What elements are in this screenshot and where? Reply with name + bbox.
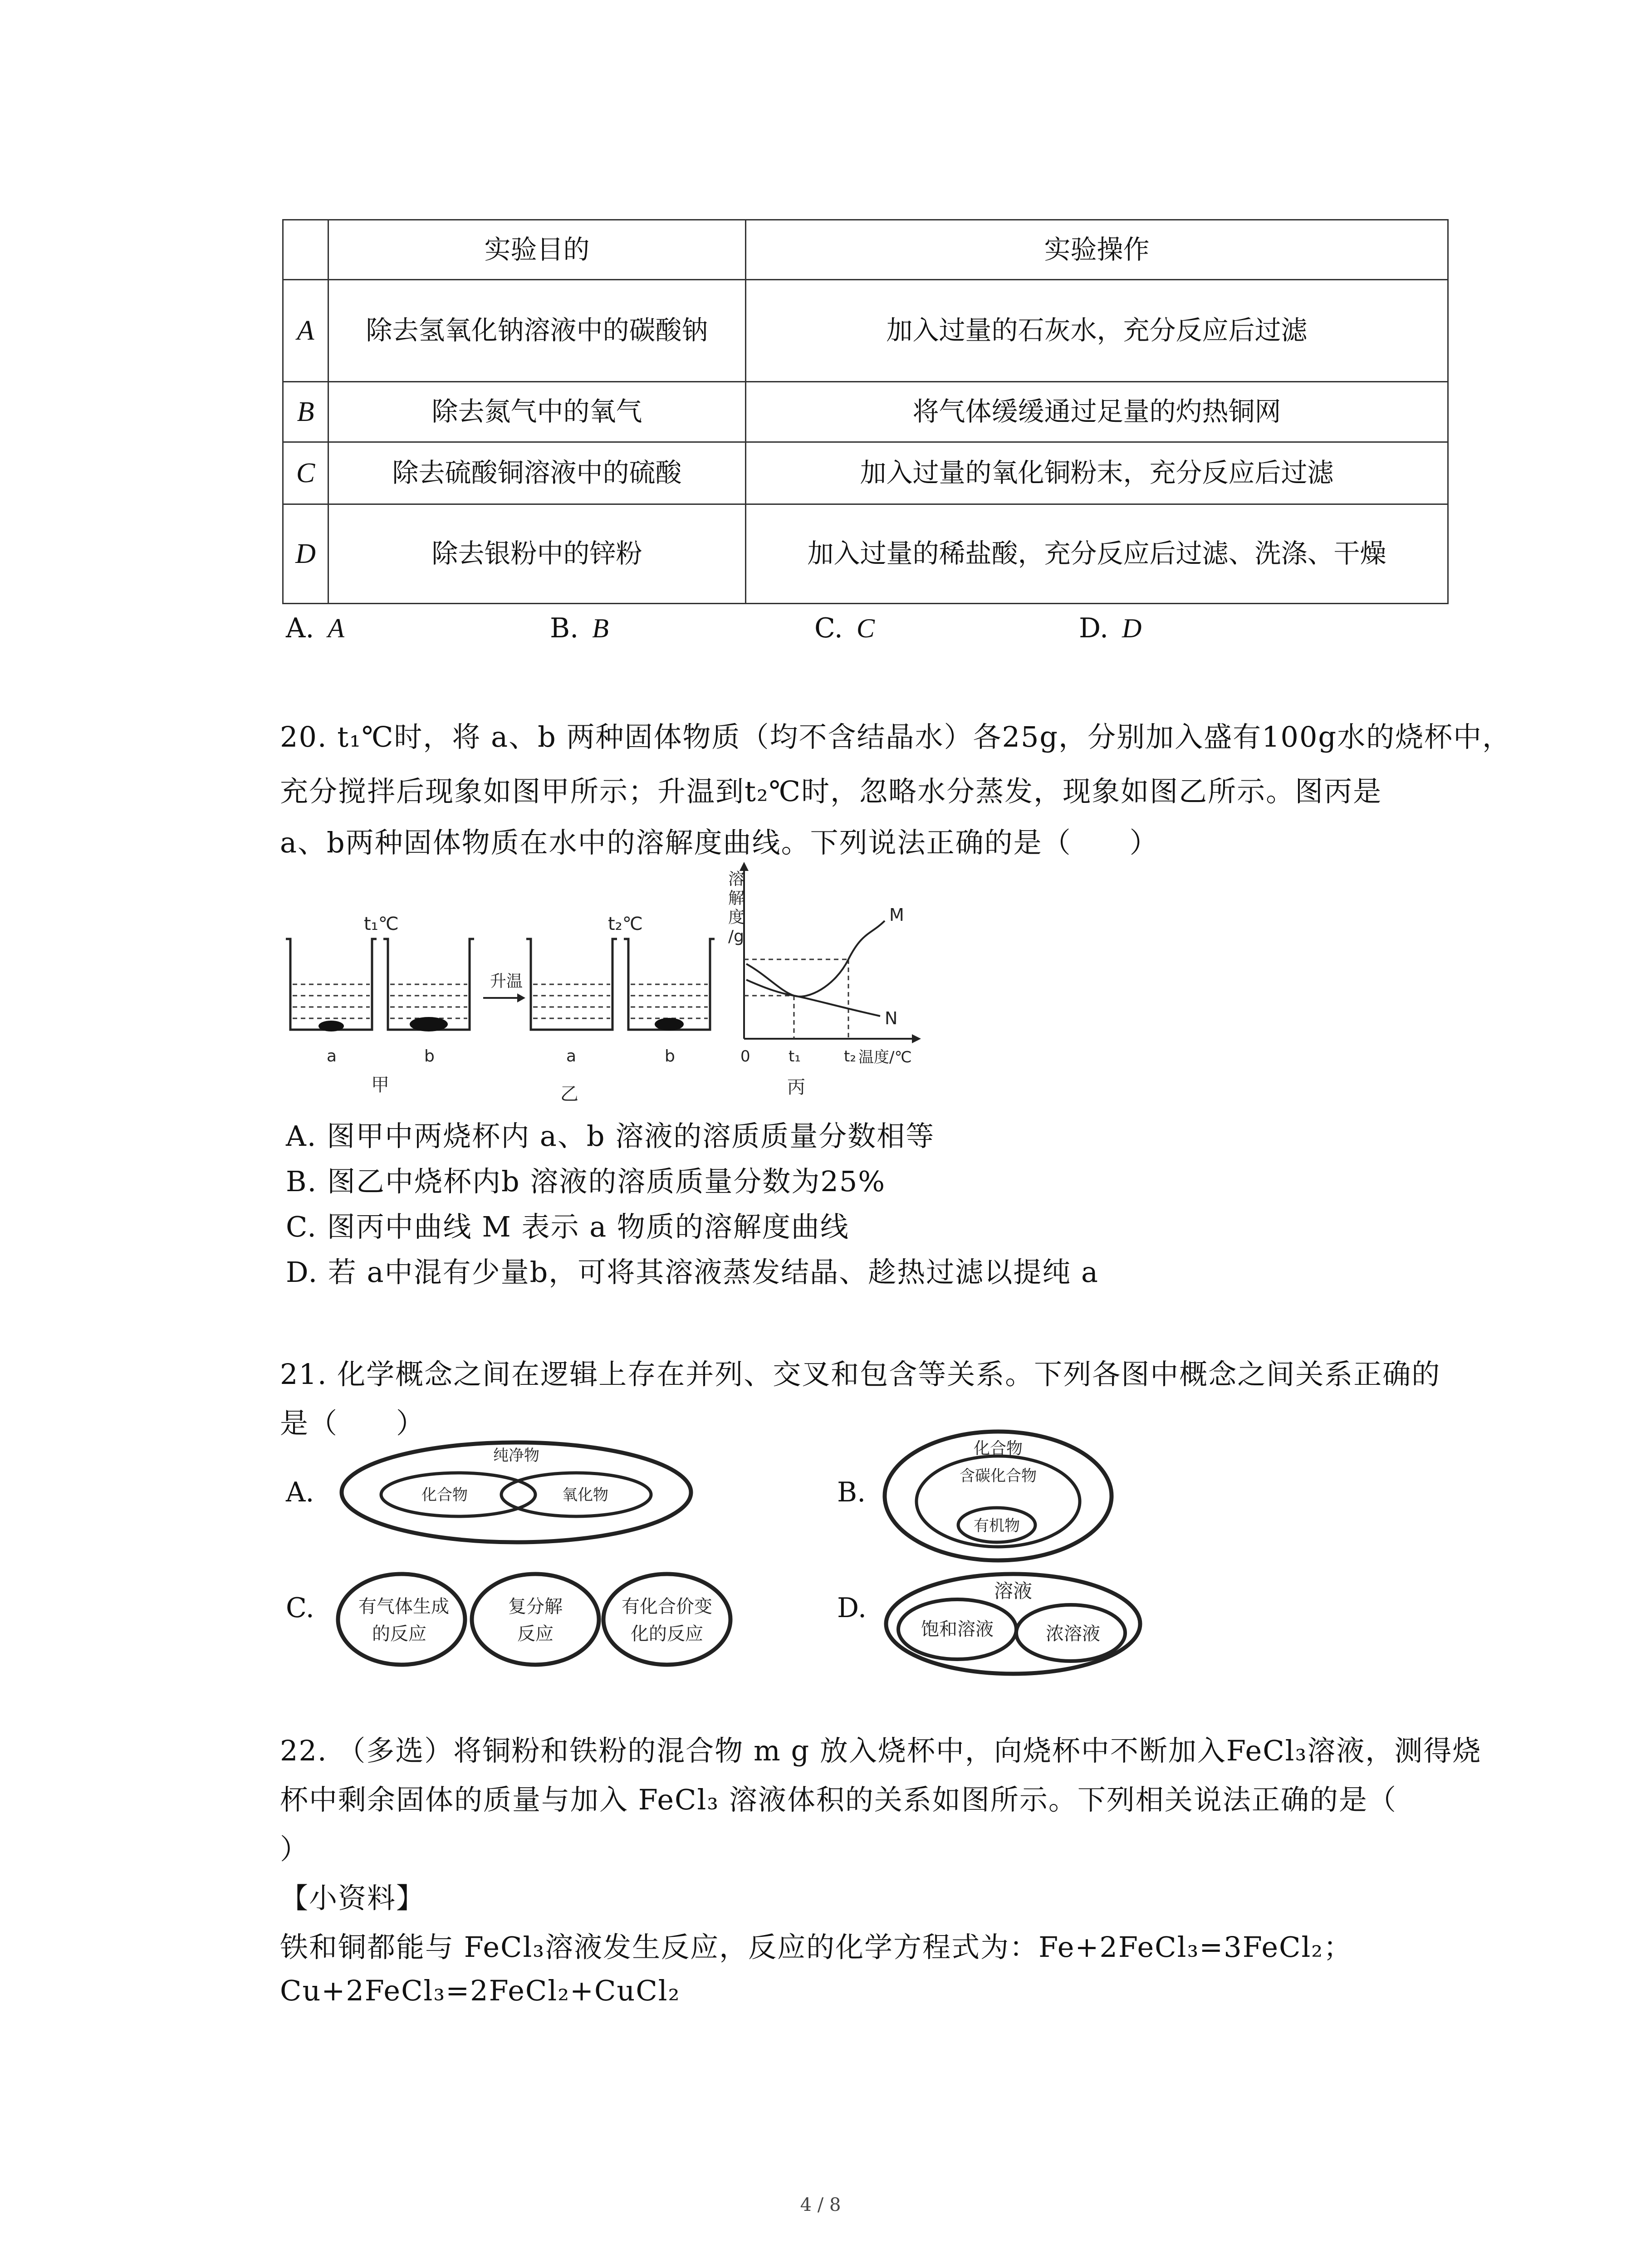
solubility-chart xyxy=(728,862,921,1098)
q19-option-c xyxy=(814,612,875,644)
option-value: A xyxy=(328,613,345,643)
table-row xyxy=(283,280,1448,382)
row-purpose: 除去氮气中的氧气 xyxy=(328,382,746,442)
q21-line-1: 21. 化学概念之间在逻辑上存在并列、交叉和包含等关系。下列各图中概念之间关系正确的 xyxy=(280,1358,1441,1391)
q20-line-2: 充分搅拌后现象如图甲所示；升温到t₂℃时，忽略水分蒸发，现象如图乙所示。图丙是 xyxy=(280,775,1382,808)
x-axis-label: 温度/℃ xyxy=(858,1048,912,1066)
beaker-a-yi xyxy=(526,939,617,1030)
q22-line-2: 杯中剩余固体的质量与加入 FeCl₃ 溶液体积的关系如图所示。下列相关说法正确的是（ xyxy=(280,1783,1397,1816)
q22-note-line-2: Cu+2FeCl₃=2FeCl₂+CuCl₂ xyxy=(280,1974,681,2007)
q22-note-title: 【小资料】 xyxy=(280,1882,426,1915)
jia-label: 甲 xyxy=(371,1075,389,1095)
t1-label: t₁℃ xyxy=(364,914,399,934)
q20-option-a: A. 图甲中两烧杯内 a、b 溶液的溶质质量分数相等 xyxy=(286,1119,935,1153)
page-number: 4 / 8 xyxy=(800,2195,841,2215)
x-tick-t1: t₁ xyxy=(789,1047,801,1066)
bing-label: 丙 xyxy=(787,1077,805,1098)
q19-option-a xyxy=(286,612,344,644)
q19-option-b xyxy=(550,612,609,644)
row-purpose: 除去硫酸铜溶液中的硫酸 xyxy=(328,442,746,504)
right-label-2: 化的反应 xyxy=(631,1623,703,1644)
q22-line-3: ） xyxy=(280,1833,309,1866)
q21-label-d: D. xyxy=(837,1592,867,1624)
outer-label: 纯净物 xyxy=(493,1447,539,1465)
right-label: 浓溶液 xyxy=(1046,1623,1100,1644)
curve-M-label: M xyxy=(889,905,904,925)
left-label: 化合物 xyxy=(421,1486,468,1504)
beaker-b-yi xyxy=(624,939,715,1030)
q21-diagram-c xyxy=(336,1567,735,1672)
q21-label-b: B. xyxy=(837,1476,866,1508)
q21-diagram-d xyxy=(882,1569,1146,1678)
table-row xyxy=(283,442,1448,504)
q19-option-d xyxy=(1079,612,1141,644)
mid-label-1: 复分解 xyxy=(508,1596,563,1617)
header-cell-operation: 实验操作 xyxy=(746,220,1448,280)
solid-a-jia xyxy=(318,1021,344,1031)
beaker-b-label: b xyxy=(665,1047,675,1066)
curve-N xyxy=(746,980,880,1016)
q22-note-line-1: 铁和铜都能与 FeCl₃溶液发生反应，反应的化学方程式为：Fe+2FeCl₃=3FeCl₂； xyxy=(280,1931,1353,1964)
option-value: B xyxy=(592,613,609,643)
origin-label: 0 xyxy=(740,1047,750,1066)
beaker-a-jia xyxy=(286,939,377,1030)
beaker-a-label: a xyxy=(327,1047,337,1066)
q20-line-1: 20. t₁℃时，将 a、b 两种固体物质（均不含结晶水）各25g，分别加入盛有100g水的烧杯中， xyxy=(280,720,1512,753)
middle-label: 含碳化合物 xyxy=(960,1467,1037,1485)
beaker-b-jia xyxy=(383,939,474,1030)
yi-label: 乙 xyxy=(560,1084,578,1105)
q21-diagram-b xyxy=(882,1429,1118,1565)
q20-option-b: B. 图乙中烧杯内b 溶液的溶质质量分数为25% xyxy=(286,1165,886,1198)
left-label: 饱和溶液 xyxy=(921,1619,994,1640)
solid-b-yi xyxy=(655,1018,684,1031)
x-tick-t2: t₂ xyxy=(844,1047,856,1066)
q21-line-2: 是（ ） xyxy=(280,1407,426,1440)
q20-figure xyxy=(281,862,989,1116)
option-letter: C. xyxy=(814,612,843,644)
row-operation: 加入过量的稀盐酸，充分反应后过滤、洗涤、干燥 xyxy=(746,504,1448,604)
row-purpose: 除去氢氧化钠溶液中的碳酸钠 xyxy=(328,280,746,382)
q20-line-3: a、b两种固体物质在水中的溶解度曲线。下列说法正确的是（ ） xyxy=(280,826,1159,859)
arrow-label: 升温 xyxy=(490,972,523,991)
left-label-2: 的反应 xyxy=(372,1623,426,1644)
header-cell-purpose: 实验目的 xyxy=(328,220,746,280)
row-label: A xyxy=(283,280,328,382)
q21-diagram-a xyxy=(336,1438,708,1547)
arrow-icon xyxy=(483,993,525,1002)
option-letter: A. xyxy=(286,612,314,644)
solid-b-jia xyxy=(410,1017,448,1031)
row-label: C xyxy=(283,442,328,504)
right-label: 氧化物 xyxy=(562,1486,608,1504)
y-label-2: 解 xyxy=(728,889,745,908)
option-letter: D. xyxy=(1079,612,1109,644)
beaker-a-label: a xyxy=(566,1047,577,1066)
outer-label: 溶液 xyxy=(994,1580,1033,1602)
right-label-1: 有化合价变 xyxy=(622,1596,712,1617)
outer-label: 化合物 xyxy=(973,1439,1023,1458)
q22-line-1: 22. （多选）将铜粉和铁粉的混合物 m g 放入烧杯中，向烧杯中不断加入FeCl₃溶液，测得烧 xyxy=(280,1734,1482,1767)
row-label: D xyxy=(283,504,328,604)
option-value: D xyxy=(1122,613,1142,643)
table-row xyxy=(283,382,1448,442)
q20-option-d: D. 若 a中混有少量b，可将其溶液蒸发结晶、趁热过滤以提纯 a xyxy=(286,1256,1099,1289)
row-operation: 加入过量的石灰水，充分反应后过滤 xyxy=(746,280,1448,382)
curve-M xyxy=(746,921,885,997)
q21-label-a: A. xyxy=(286,1476,314,1508)
q20-option-c: C. 图丙中曲线 M 表示 a 物质的溶解度曲线 xyxy=(286,1210,849,1243)
table-header-row xyxy=(283,220,1448,280)
curve-N-label: N xyxy=(885,1008,898,1028)
option-letter: B. xyxy=(550,612,579,644)
table-row xyxy=(283,504,1448,604)
mid-label-2: 反应 xyxy=(517,1623,554,1644)
y-label-4: /g xyxy=(728,927,744,946)
row-operation: 加入过量的氧化铜粉末，充分反应后过滤 xyxy=(746,442,1448,504)
option-value: C xyxy=(856,613,875,643)
header-cell-blank xyxy=(283,220,328,280)
row-operation: 将气体缓缓通过足量的灼热铜网 xyxy=(746,382,1448,442)
y-label-1: 溶 xyxy=(728,870,745,889)
y-label-3: 度 xyxy=(728,908,745,927)
inner-label: 有机物 xyxy=(974,1517,1020,1535)
q19-table xyxy=(282,219,1449,604)
beaker-b-label: b xyxy=(424,1047,435,1066)
row-purpose: 除去银粉中的锌粉 xyxy=(328,504,746,604)
t2-label: t₂℃ xyxy=(608,914,643,934)
row-label: B xyxy=(283,382,328,442)
q21-label-c: C. xyxy=(286,1592,314,1624)
left-label-1: 有气体生成 xyxy=(358,1596,449,1617)
